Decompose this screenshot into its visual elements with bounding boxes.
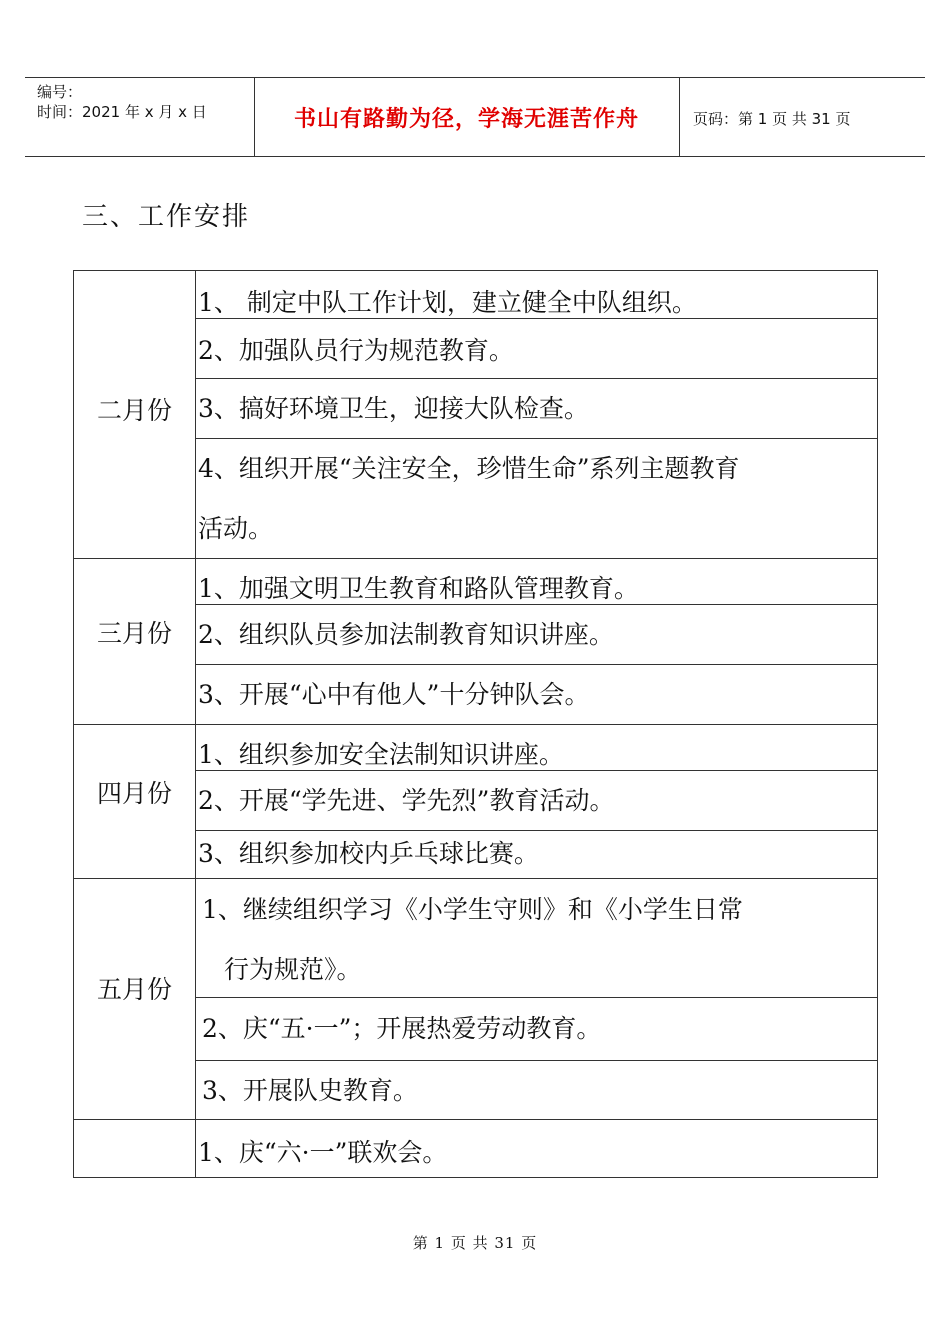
list-item: 3、开展队史教育。 (202, 1076, 418, 1105)
section-title: 三、工作安排 (82, 202, 251, 232)
month-label: 五月份 (96, 975, 172, 1004)
page-footer: 第 1 页 共 31 页 (412, 1234, 538, 1252)
month-cell-may (74, 878, 196, 1119)
page-header (25, 77, 925, 157)
schedule-table (73, 270, 878, 1178)
list-item: 3、搞好环境卫生，迎接大队检查。 (198, 394, 589, 423)
list-item: 2、开展“学先进、学先烈”教育活动。 (198, 786, 615, 815)
list-item: 3、开展“心中有他人”十分钟队会。 (198, 680, 590, 709)
row-divider (196, 318, 877, 319)
list-item: 3、组织参加校内乒乓球比赛。 (198, 839, 539, 868)
month-cell-jun (74, 1119, 196, 1177)
list-item: 2、加强队员行为规范教育。 (198, 336, 514, 365)
month-label: 二月份 (96, 396, 172, 425)
row-divider (196, 997, 877, 998)
list-item: 行为规范》。 (224, 955, 362, 984)
month-cell-apr (74, 724, 196, 878)
month-label: 四月份 (96, 779, 172, 808)
list-item: 2、组织队员参加法制教育知识讲座。 (198, 620, 614, 649)
header-divider (679, 78, 680, 156)
list-item: 4、组织开展“关注安全，珍惜生命”系列主题教育 (198, 454, 740, 483)
month-cell-feb (74, 271, 196, 558)
list-item: 2、庆“五·一”；开展热爱劳动教育。 (202, 1014, 602, 1043)
number-label: 编号： (37, 83, 83, 101)
list-item: 1、庆“六·一”联欢会。 (198, 1138, 448, 1167)
time-label: 时间：2021 年 x 月 x 日 (37, 103, 207, 121)
month-label: 三月份 (96, 619, 172, 648)
list-item: 活动。 (198, 514, 274, 543)
list-item: 1、加强文明卫生教育和路队管理教育。 (198, 574, 639, 603)
list-item: 1、继续组织学习《小学生守则》和《小学生日常 (202, 895, 743, 924)
header-motto: 书山有路勤为径，学海无涯苦作舟 (293, 107, 639, 132)
list-item: 1、组织参加安全法制知识讲座。 (198, 740, 564, 769)
header-meta (37, 82, 207, 122)
header-page-info: 页码：第 1 页 共 31 页 (693, 110, 851, 128)
month-cell-mar (74, 558, 196, 724)
list-item: 1、 制定中队工作计划，建立健全中队组织。 (198, 288, 697, 317)
